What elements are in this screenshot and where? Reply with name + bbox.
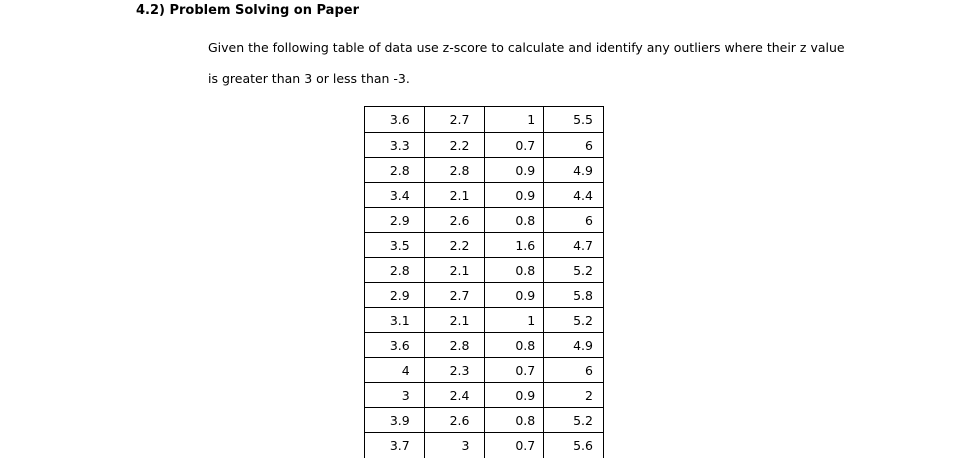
table-cell: 2.6 [424, 408, 484, 433]
table-cell: 0.7 [484, 433, 544, 458]
table-cell: 2.8 [365, 258, 425, 283]
table-cell: 2.6 [424, 208, 484, 233]
table-row [365, 308, 604, 333]
table-cell: 0.8 [484, 258, 544, 283]
table-row [365, 358, 604, 383]
table-cell: 1 [484, 107, 544, 133]
table-cell: 3.4 [365, 183, 425, 208]
table-cell: 2.8 [424, 158, 484, 183]
table-cell: 2.1 [424, 308, 484, 333]
table-cell: 2.7 [424, 283, 484, 308]
table-cell: 1.6 [484, 233, 544, 258]
table-cell: 0.9 [484, 383, 544, 408]
table-cell: 5.6 [544, 433, 604, 458]
table-cell: 3.5 [365, 233, 425, 258]
table-cell: 2.9 [365, 208, 425, 233]
table-row [365, 233, 604, 258]
table-cell: 2.1 [424, 258, 484, 283]
table-cell: 3.6 [365, 333, 425, 358]
instruction-line-1: Given the following table of data use z-score to calculate and identify any outliers where their z value [208, 40, 845, 55]
instruction-line-2: is greater than 3 or less than -3. [208, 71, 410, 86]
table-cell: 2.2 [424, 233, 484, 258]
table-row [365, 133, 604, 158]
table-cell: 0.8 [484, 333, 544, 358]
table-cell: 4.7 [544, 233, 604, 258]
table-cell: 6 [544, 208, 604, 233]
table-cell: 5.2 [544, 258, 604, 283]
table-cell: 0.8 [484, 408, 544, 433]
data-table-body [365, 107, 604, 458]
table-cell: 4.4 [544, 183, 604, 208]
table-cell: 1 [484, 308, 544, 333]
table-cell: 0.9 [484, 183, 544, 208]
table-cell: 5.8 [544, 283, 604, 308]
data-table [364, 106, 604, 458]
table-row [365, 158, 604, 183]
table-cell: 3.1 [365, 308, 425, 333]
table-cell: 5.2 [544, 308, 604, 333]
table-row [365, 183, 604, 208]
table-row [365, 283, 604, 308]
table-cell: 3.9 [365, 408, 425, 433]
table-row [365, 433, 604, 458]
table-cell: 0.9 [484, 158, 544, 183]
table-cell: 2.1 [424, 183, 484, 208]
table-cell: 6 [544, 133, 604, 158]
table-cell: 2.8 [365, 158, 425, 183]
table-cell: 2.3 [424, 358, 484, 383]
table-cell: 3 [424, 433, 484, 458]
table-cell: 0.8 [484, 208, 544, 233]
table-cell: 4.9 [544, 158, 604, 183]
table-cell: 6 [544, 358, 604, 383]
table-cell: 2.9 [365, 283, 425, 308]
table-row [365, 107, 604, 133]
table-cell: 5.2 [544, 408, 604, 433]
table-cell: 3.6 [365, 107, 425, 133]
table-cell: 5.5 [544, 107, 604, 133]
section-heading: 4.2) Problem Solving on Paper [136, 3, 359, 18]
table-cell: 2.2 [424, 133, 484, 158]
table-cell: 3 [365, 383, 425, 408]
table-cell: 0.7 [484, 358, 544, 383]
table-cell: 0.9 [484, 283, 544, 308]
table-cell: 2 [544, 383, 604, 408]
table-cell: 3.3 [365, 133, 425, 158]
table-cell: 4 [365, 358, 425, 383]
table-cell: 0.7 [484, 133, 544, 158]
table-cell: 3.7 [365, 433, 425, 458]
table-cell: 4.9 [544, 333, 604, 358]
table-row [365, 258, 604, 283]
table-row [365, 408, 604, 433]
table-row [365, 333, 604, 358]
table-cell: 2.7 [424, 107, 484, 133]
table-row [365, 208, 604, 233]
table-cell: 2.8 [424, 333, 484, 358]
table-cell: 2.4 [424, 383, 484, 408]
table-row [365, 383, 604, 408]
